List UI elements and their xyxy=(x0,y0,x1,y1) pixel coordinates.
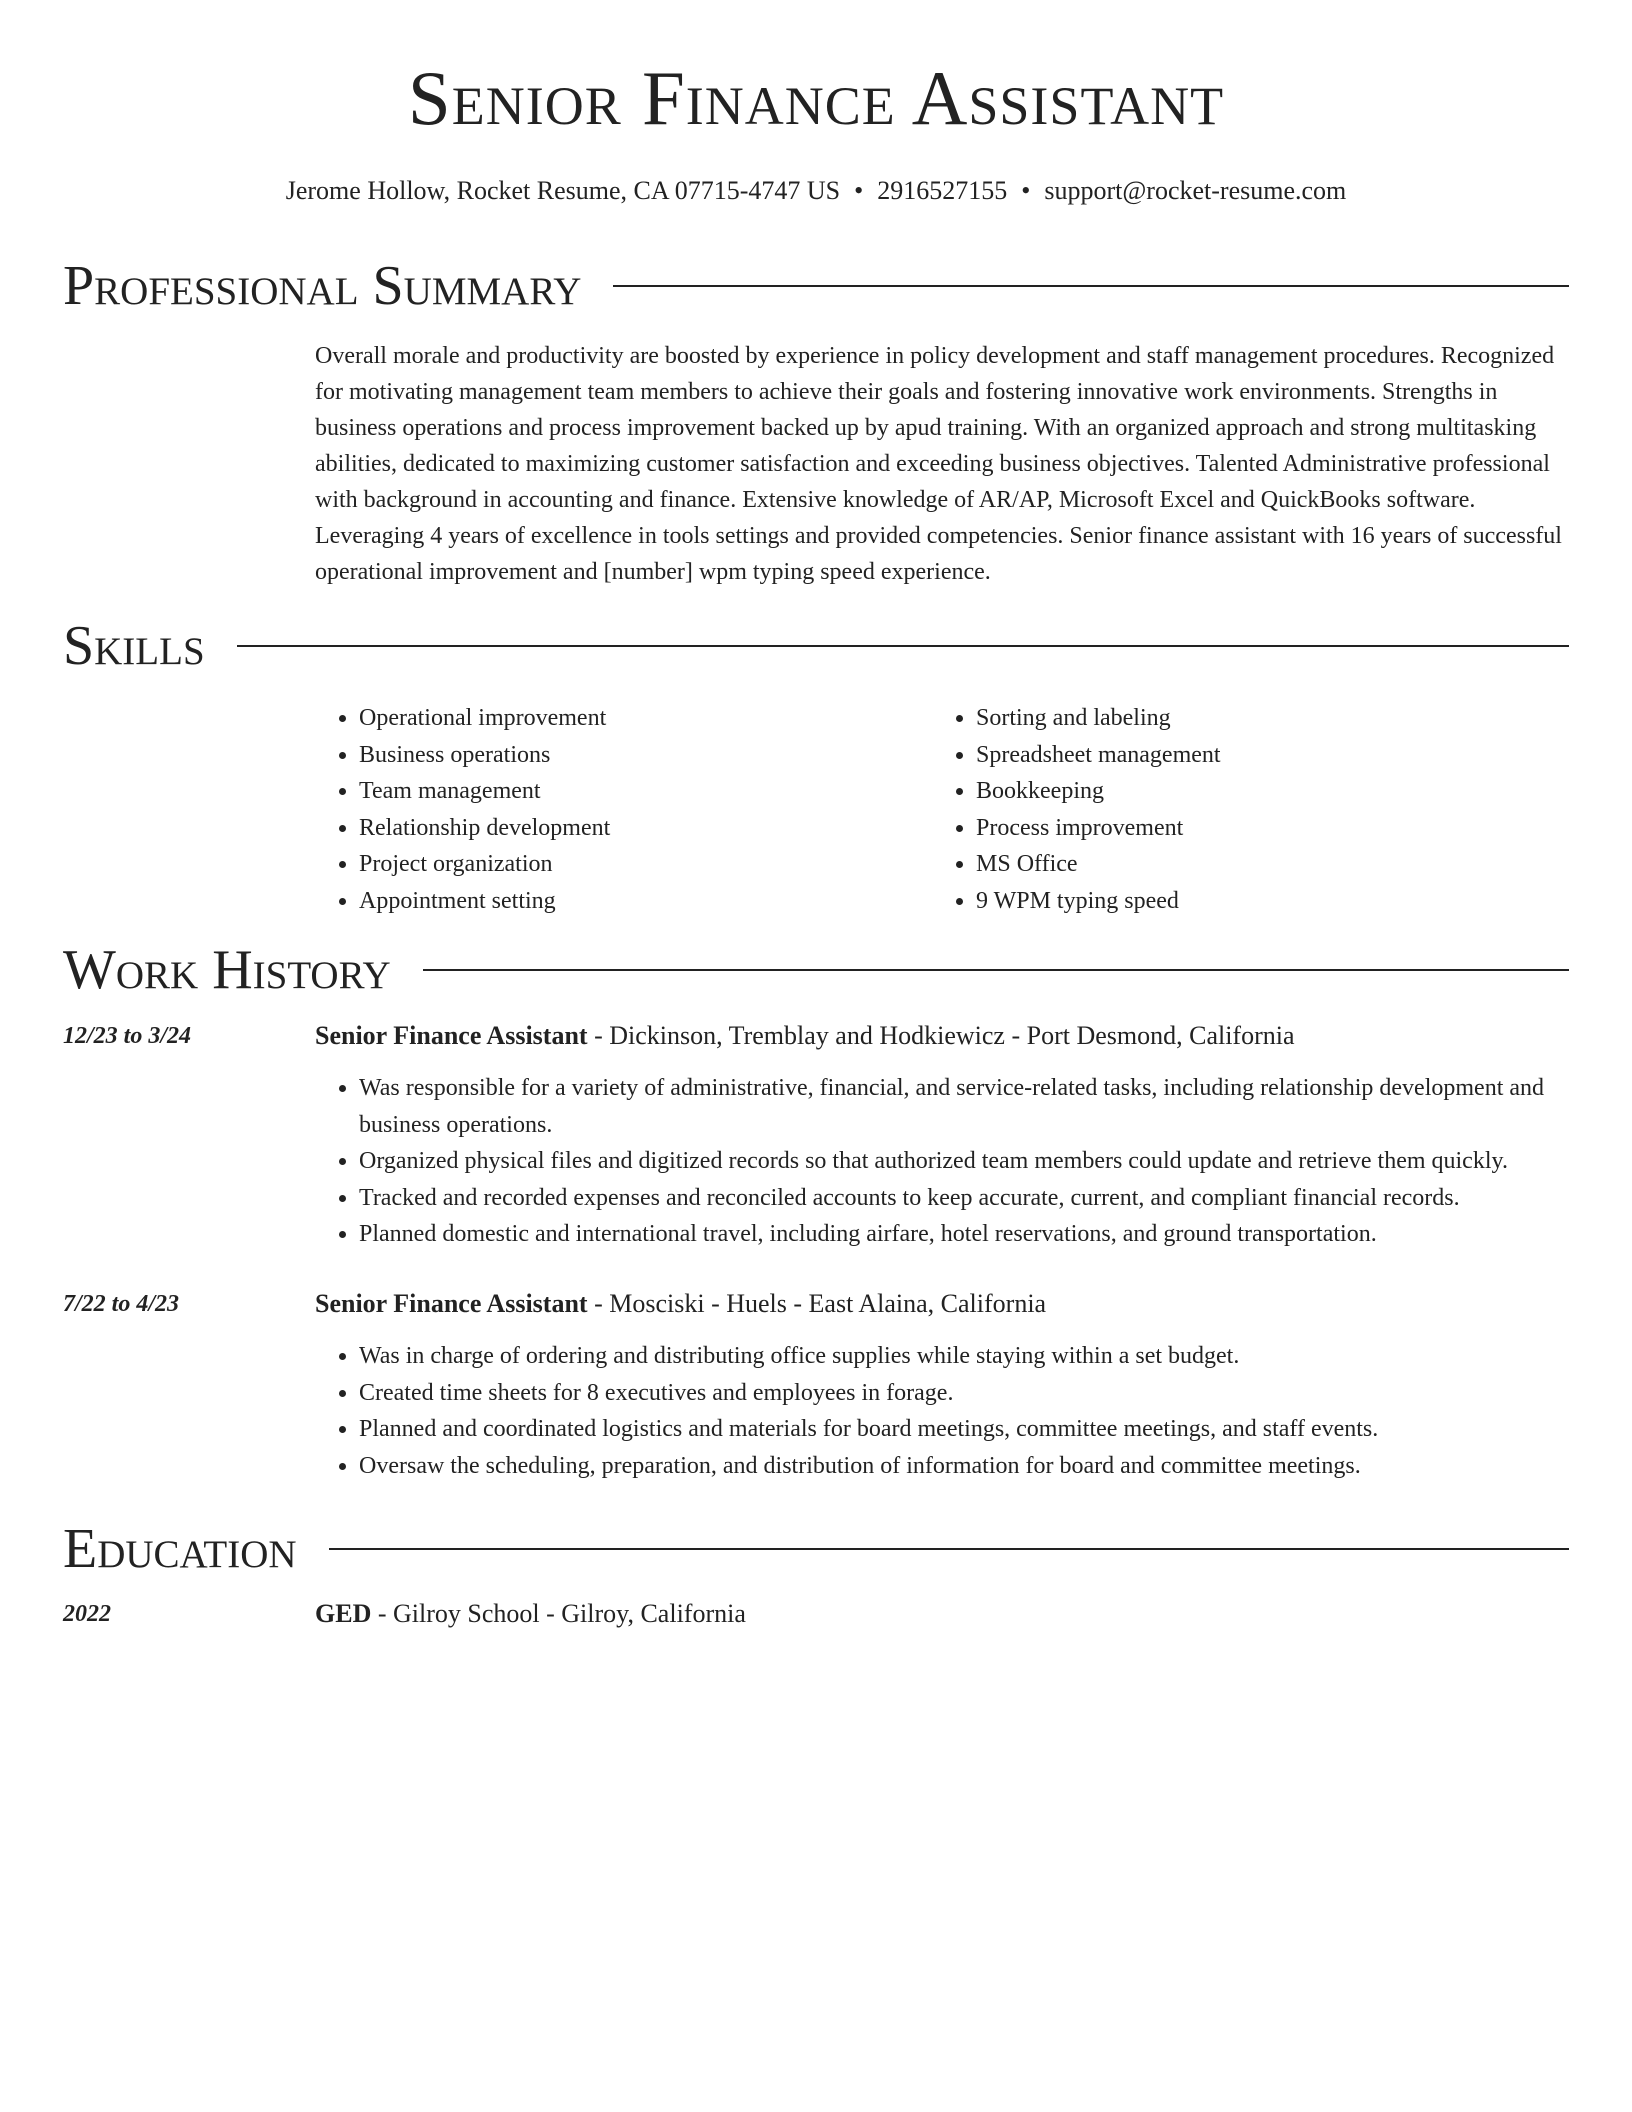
job-bullet: • Planned domestic and international travel, including airfare, hotel reservations, and ground transportation. xyxy=(359,1216,1619,1253)
job-title: Senior Finance Assistant xyxy=(315,1289,588,1318)
section-divider xyxy=(237,645,1569,647)
skill-item: • Bookkeeping xyxy=(976,773,1549,810)
job-dates: 12/23 to 3/24 xyxy=(63,1023,192,1049)
contact-phone: 2916527155 xyxy=(877,176,1008,205)
section-divider xyxy=(613,285,1569,287)
skill-item: • Spreadsheet management xyxy=(976,737,1549,774)
job-bullet: • Was responsible for a variety of administrative, financial, and service-related tasks, including relationship development and business operations. xyxy=(359,1070,1619,1143)
skill-item: • MS Office xyxy=(976,846,1549,883)
contact-separator: • xyxy=(1021,176,1031,205)
job-heading xyxy=(315,1287,1046,1321)
contact-address: Jerome Hollow, Rocket Resume, CA 07715-4747 US xyxy=(285,176,841,205)
job-bullet: • Tracked and recorded expenses and reconciled accounts to keep accurate, current, and compliant financial records. xyxy=(359,1180,1619,1217)
contact-separator: • xyxy=(854,176,864,205)
education-heading: Education xyxy=(63,1518,297,1580)
job-bullets xyxy=(315,1338,1619,1484)
education-heading-line xyxy=(315,1597,746,1631)
summary-text: Overall morale and productivity are boosted by experience in policy development and staff management procedures. Recognized for motivating management team members to achieve their goals and fostering innovative work environments. Strengths in business operations and process improvement backed up by apud training. With an organized approach and strong multitasking abilities, dedicated to maximizing customer satisfaction and exceeding business objectives. Talented Administrative professional with background in accounting and finance. Extensive knowledge of AR/AP, Microsoft Excel and QuickBooks software. Leveraging 4 years of excellence in tools settings and provided competencies. Senior finance assistant with 16 years of successful operational improvement and [number] wpm typing speed experience. xyxy=(315,343,1562,585)
skills-section-header xyxy=(63,615,1569,677)
education-section-header xyxy=(63,1518,1569,1580)
contact-line xyxy=(0,175,1632,206)
job-heading xyxy=(315,1019,1295,1053)
skill-item: • Relationship development xyxy=(359,810,932,847)
job-bullet: • Organized physical files and digitized records so that authorized team members could update and retrieve them quickly. xyxy=(359,1143,1619,1180)
work-heading: Work History xyxy=(63,939,391,1001)
section-divider xyxy=(329,1548,1569,1550)
job-bullet: • Was in charge of ordering and distributing office supplies while staying within a set budget. xyxy=(359,1338,1619,1375)
education-degree: GED xyxy=(315,1599,372,1628)
skill-item: • 9 WPM typing speed xyxy=(976,883,1549,920)
education-school: - Gilroy School - Gilroy, California xyxy=(371,1599,746,1628)
resume-title: Senior Finance Assistant xyxy=(407,55,1225,141)
skill-item: • Appointment setting xyxy=(359,883,932,920)
skill-item: • Team management xyxy=(359,773,932,810)
job-bullets xyxy=(315,1070,1619,1253)
skills-list xyxy=(315,700,1570,919)
job-bullet: • Planned and coordinated logistics and materials for board meetings, committee meetings, and staff events. xyxy=(359,1411,1619,1448)
work-section-header xyxy=(63,939,1569,1001)
section-divider xyxy=(423,969,1569,971)
summary-section-header xyxy=(63,255,1569,317)
skills-heading: Skills xyxy=(63,615,205,677)
job-dates: 7/22 to 4/23 xyxy=(63,1291,180,1317)
contact-email: support@rocket-resume.com xyxy=(1044,176,1347,205)
job-bullet: • Oversaw the scheduling, preparation, and distribution of information for board and committee meetings. xyxy=(359,1448,1619,1485)
skill-item: • Sorting and labeling xyxy=(976,700,1549,737)
job-employer: - Dickinson, Tremblay and Hodkiewicz - Port Desmond, California xyxy=(587,1021,1295,1050)
summary-heading: Professional Summary xyxy=(63,255,582,317)
job-bullet: • Created time sheets for 8 executives and employees in forage. xyxy=(359,1375,1619,1412)
skill-item: • Business operations xyxy=(359,737,932,774)
job-title: Senior Finance Assistant xyxy=(315,1021,588,1050)
skill-item: • Operational improvement xyxy=(359,700,932,737)
education-year: 2022 xyxy=(63,1601,111,1627)
skill-item: • Process improvement xyxy=(976,810,1549,847)
skills-column-left xyxy=(315,700,932,919)
job-employer: - Mosciski - Huels - East Alaina, California xyxy=(587,1289,1047,1318)
skill-item: • Project organization xyxy=(359,846,932,883)
skills-column-right xyxy=(932,700,1549,919)
